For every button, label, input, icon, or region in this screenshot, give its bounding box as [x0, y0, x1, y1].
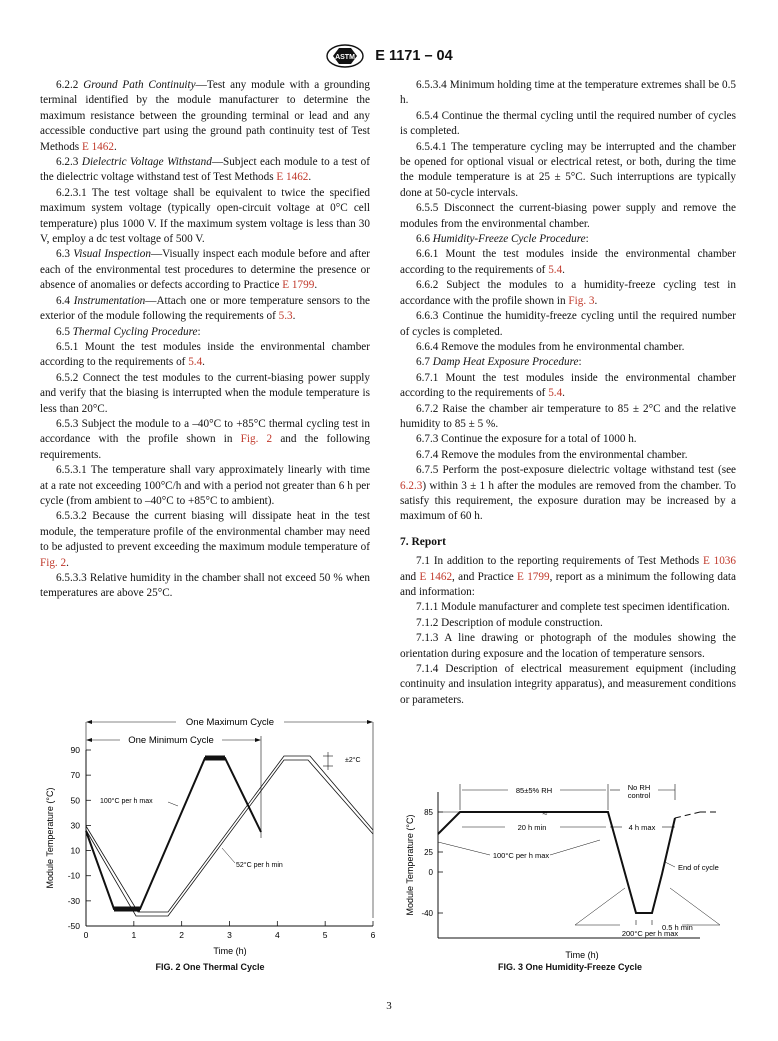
paragraph-text: Minimum holding time at the temperature extremes shall be 0.5 h.: [400, 79, 736, 107]
fig2-y-axis-label: Module Temperature (°C): [45, 787, 55, 889]
fig2-rate-max-label: 100°C per h max: [100, 798, 153, 805]
paragraph-text: :: [585, 233, 589, 246]
paragraph-tail: .: [202, 356, 205, 369]
paragraph-text: Module manufacturer and complete test specimen identification.: [441, 601, 730, 614]
paragraph-text: Mount the test modules inside the environmental chamber according to the requirements of: [400, 371, 737, 400]
paragraph: [400, 309, 736, 340]
fig2-min-cycle-curve: [86, 758, 261, 909]
paragraph-text: :: [197, 325, 201, 338]
paragraph-text: Connect the test modules to the current-biasing power supply and verify that the biasing is interrupted when the module temperature is less than 20°C.: [40, 371, 370, 415]
fig2-x-tick-label: 2: [179, 930, 185, 940]
paragraph-number: 6.2.3: [56, 156, 82, 169]
paragraph-number: 6.5.5: [416, 202, 444, 215]
paragraph-number: 6.6.4: [416, 340, 442, 353]
paragraph: [400, 278, 736, 309]
fig3-y-tick-label: -40: [421, 909, 433, 918]
paragraph-number: 6.2.2: [56, 79, 84, 91]
fig2-y-tick-label: 30: [70, 820, 80, 831]
fig3-no-rh-label: No RH: [627, 783, 651, 792]
fig2-x-axis-label: Time (h): [213, 946, 247, 956]
cross-reference-link[interactable]: E 1462: [81, 140, 114, 153]
paragraph-number: 6.5.4: [416, 109, 442, 122]
paragraph-text: Because the current biasing will dissipate heat in the test module, the temperature profile of the environmental chamber may need to be adjusted to prevent exceeding the maximum module temperature of: [40, 510, 371, 554]
paragraph-title: Damp Heat Exposure Procedure: [432, 356, 579, 369]
paragraph-text: Disconnect the current-biasing power supply and remove the modules from the environmental chamber.: [400, 202, 736, 230]
figure-thermal-cycle: [40, 708, 380, 978]
cross-reference-link[interactable]: Fig. 3: [568, 294, 595, 307]
paragraph-text: , report as a minimum the following data and information:: [400, 570, 737, 598]
paragraph: [40, 509, 370, 571]
fig2-y-tick-label: -10: [67, 870, 80, 881]
paragraph-number: 6.5.1: [56, 340, 85, 353]
paragraph-tail: .: [562, 263, 565, 276]
paragraph: [40, 155, 370, 186]
paragraph-title: Ground Path Continuity: [83, 79, 196, 91]
fig3-y-tick-label: 25: [424, 848, 433, 857]
fig2-y-tick-label: 10: [70, 845, 80, 856]
paragraph-text: A line drawing or photograph of the modules showing the orientation during exposure and the location of temperature sensors.: [400, 632, 736, 660]
paragraph-number: 6.5.3.4: [416, 79, 450, 91]
fig2-min-cycle-label: One Minimum Cycle: [128, 735, 214, 746]
report-paragraph: [400, 616, 736, 631]
paragraph: [400, 371, 736, 402]
paragraph-tail: .: [113, 140, 117, 153]
cross-reference-link[interactable]: 5.3: [278, 310, 293, 323]
paragraph: [400, 201, 736, 232]
paragraph-tail: .: [314, 279, 318, 292]
cross-reference-link[interactable]: 5.4: [188, 356, 203, 369]
left-text-column: [40, 78, 370, 602]
report-paragraph: [400, 600, 736, 615]
astm-logo-icon: [325, 44, 365, 68]
paragraph: [400, 78, 736, 109]
paragraph-number: 7.1.1: [416, 601, 442, 614]
paragraph-number: 6.7.5: [416, 464, 443, 477]
fig2-max-cycle-curve-outer: [86, 756, 373, 912]
paragraph: [40, 247, 370, 293]
paragraph-number: 6.7.4: [416, 448, 442, 461]
paragraph-text: Description of electrical measurement equipment (including continuity and insulation integrity apparatus), and measurement conditions or parameters.: [400, 663, 736, 706]
paragraph-number: 6.6: [416, 233, 433, 246]
paragraph-number: 6.5: [56, 325, 73, 338]
paragraph-text: Continue the humidity-freeze cycling until the required number of cycles is completed.: [400, 310, 737, 338]
fig3-hold-label: 20 h min: [517, 823, 547, 832]
fig3-no-rh-control-label: control: [627, 791, 651, 800]
paragraph-tail: .: [308, 171, 312, 184]
paragraph-text: Remove the modules from the environmental chamber.: [441, 448, 688, 461]
paragraph-title: Dielectric Voltage Withstand: [81, 156, 212, 169]
paragraph-number: 6.3: [56, 248, 74, 261]
paragraph-text: , and Practice: [452, 570, 518, 583]
paragraph: [400, 432, 736, 447]
fig2-x-tick-label: 3: [227, 930, 232, 940]
section-heading-report: 7. Report: [400, 535, 446, 548]
paragraph-text: —Attach one or more temperature sensors to the exterior of the module following the requirements of: [40, 294, 370, 323]
paragraph-tail: .: [562, 387, 565, 400]
paragraph-title: Visual Inspection: [73, 248, 151, 261]
paragraph-number: 6.5.3.1: [56, 464, 91, 477]
paragraph: [400, 340, 736, 355]
paragraph: [40, 463, 370, 509]
paragraph-number: 7.1.2: [416, 616, 442, 629]
fig2-x-tick-label: 1: [131, 930, 137, 940]
page-number: 3: [386, 1000, 392, 1012]
paragraph-number: 6.6.1: [416, 248, 446, 261]
fig2-y-tick-label: 90: [70, 745, 80, 755]
paragraph: [40, 417, 370, 463]
cross-reference-link[interactable]: Fig. 2: [40, 556, 67, 569]
paragraph-tail: .: [292, 310, 296, 323]
paragraph: [400, 247, 736, 278]
fig3-caption: FIG. 3 One Humidity-Freeze Cycle: [497, 962, 643, 972]
fig3-y-tick-label: 85: [424, 808, 433, 817]
report-paragraph: [400, 554, 736, 600]
cross-reference-link[interactable]: Fig. 2: [240, 433, 273, 446]
paragraph: [400, 355, 736, 370]
cross-reference-link[interactable]: 5.4: [548, 387, 563, 400]
document-designation: E 1171 – 04: [375, 48, 453, 64]
paragraph-number: 6.5.3.3: [56, 572, 90, 584]
paragraph-tail: and the following requirements.: [40, 433, 370, 461]
svg-text:≈: ≈: [542, 808, 548, 818]
paragraph: [40, 186, 370, 248]
paragraph-number: 7.1.3: [416, 632, 445, 645]
paragraph-text: Raise the chamber air temperature to 85 ± 2°C and the relative humidity to 85 ± 5 %.: [400, 402, 736, 430]
paragraph: [400, 232, 736, 247]
paragraph-text: In addition to the reporting requirements of Test Methods: [433, 555, 703, 568]
cross-reference-link[interactable]: 5.4: [548, 263, 563, 276]
paragraph-text: Relative humidity in the chamber shall not exceed 50 % when temperatures are above 25°C.: [40, 572, 370, 600]
paragraph-text: Continue the exposure for a total of 1000 h.: [441, 433, 637, 446]
paragraph-tail: .: [66, 556, 69, 569]
cross-reference-link[interactable]: 6.2.3: [400, 479, 423, 492]
paragraph-number: 6.5.4.1: [416, 140, 451, 153]
fig2-caption: FIG. 2 One Thermal Cycle: [155, 962, 265, 972]
paragraph-text: —Test any module with a grounding terminal identified by the module manufacturer to determine the maximum resistance between the grounding terminal or lead and any accessible conductive part using the ground path continuity test of Test Methods: [40, 79, 370, 153]
cross-reference-link[interactable]: E 1462: [419, 570, 453, 583]
page-header: [0, 44, 778, 68]
paragraph-number: 6.7.3: [416, 433, 442, 446]
paragraph-number: 6.7.2: [416, 402, 443, 415]
paragraph-text: Mount the test modules inside the environmental chamber according to the requirements of: [400, 248, 737, 276]
paragraph-text: Subject the modules to a humidity-freeze cycling test in accordance with the profile shown in: [400, 279, 737, 307]
paragraph: [40, 325, 370, 340]
paragraph-number: 6.6.3: [416, 310, 443, 323]
svg-text:ASTM: ASTM: [335, 54, 356, 61]
paragraph-number: 6.5.3.2: [56, 510, 93, 523]
paragraph-text: and: [400, 570, 420, 583]
right-text-column: [400, 78, 736, 708]
fig3-rate-label: 100°C per h max: [492, 851, 550, 860]
paragraph-tail: .: [594, 294, 598, 307]
cross-reference-link[interactable]: E 1036: [702, 555, 736, 568]
paragraph-number: 6.7: [416, 356, 433, 369]
paragraph: [400, 448, 736, 463]
fig2-y-tick-label: -50: [67, 921, 80, 931]
fig2-x-tick-label: 5: [322, 930, 328, 940]
paragraph: [400, 463, 736, 525]
fig2-x-tick-label: 0: [83, 930, 89, 940]
paragraph-text: The test voltage shall be equivalent to twice the specified maximum system voltage (typically open-circuit voltage at 0°C cell temperature) plus 1000 V. If the maximum system voltage is less than 30 V, employ a dc test voltage of 500 V.: [40, 186, 370, 246]
fig3-y-tick-label: 0: [428, 868, 433, 877]
paragraph-text: Continue the thermal cycling until the required number of cycles is completed.: [400, 109, 736, 138]
fig2-x-tick-label: 6: [370, 930, 376, 940]
paragraph-text: —Visually inspect each module before and after each of the environmental test procedures to determine the presence or absence of anomalies or defects according to Practice: [40, 248, 371, 292]
paragraph-number: 6.4: [56, 294, 74, 307]
fig3-end-of-cycle-label: End of cycle: [678, 863, 719, 872]
fig3-x-axis-label: Time (h): [565, 950, 599, 960]
fig2-y-tick-label: 70: [70, 770, 80, 781]
paragraph: [40, 294, 370, 325]
paragraph: [40, 78, 370, 155]
report-paragraph: [400, 662, 736, 708]
paragraph: [400, 402, 736, 433]
paragraph: [40, 571, 370, 602]
cross-reference-link[interactable]: E 1462: [276, 171, 309, 184]
paragraph-number: 6.7.1: [416, 371, 446, 384]
paragraph-number: 6.5.3: [56, 417, 82, 430]
fig2-y-tick-label: -30: [67, 895, 80, 906]
fig3-cooling-rate-label: 200°C per h max: [621, 929, 679, 938]
paragraph-title: Instrumentation: [73, 294, 146, 307]
cross-reference-link[interactable]: E 1799: [517, 570, 550, 583]
paragraph-text: The temperature shall vary approximately linearly with time at a rate not exceeding 100°C/h and with a period not greater than 6 h per cycle (from ambient to –40°C to +85°C to ambient).: [40, 464, 370, 507]
paragraph: [400, 109, 736, 140]
paragraph-title: Humidity-Freeze Cycle Procedure: [432, 233, 586, 246]
paragraph-number: 7.1: [416, 555, 434, 568]
fig2-max-cycle-label: One Maximum Cycle: [185, 717, 275, 728]
paragraph: [40, 371, 370, 417]
fig2-x-tick-label: 4: [274, 930, 280, 940]
paragraph: [400, 140, 736, 202]
fig2-rate-min-label: 52°C per h min: [236, 862, 283, 869]
paragraph-number: 6.6.2: [416, 279, 447, 292]
paragraph-number: 6.2.3.1: [56, 186, 92, 199]
fig2-max-cycle-curve-inner: [86, 760, 373, 916]
figure-humidity-freeze-cycle: [400, 770, 740, 965]
paragraph-text: Description of module construction.: [441, 616, 603, 629]
paragraph-text: —Subject each module to a test of the dielectric voltage withstand test of Test Methods: [40, 156, 370, 184]
paragraph-text: :: [578, 356, 582, 369]
paragraph-text: Remove the modules from he environmental chamber.: [441, 340, 685, 353]
cross-reference-link[interactable]: E 1799: [282, 279, 315, 292]
paragraph-title: Thermal Cycling Procedure: [72, 325, 198, 338]
paragraph-text: Mount the test modules inside the environmental chamber according to the requirements of: [40, 340, 371, 369]
paragraph-number: 6.5.2: [56, 371, 83, 384]
fig3-rh-label: 85±5% RH: [515, 786, 553, 795]
fig3-4h-max-label: 4 h max: [628, 823, 656, 832]
paragraph: [40, 340, 370, 371]
paragraph-text: Perform the post-exposure dielectric voltage withstand test (see: [442, 464, 737, 477]
paragraph-text: Subject the module to a –40°C to +85°C thermal cycling test in accordance with the profile shown in: [40, 417, 370, 446]
paragraph-number: 7.1.4: [416, 663, 446, 676]
fig2-y-tick-label: 50: [70, 795, 80, 806]
fig3-cold-hold-label: 0.5 h min: [662, 923, 693, 932]
paragraph-tail: ) within 3 ± 1 h after the modules are removed from the chamber. To satisfy this requirement, the exposure duration may be increased by a maximum of 60 h.: [400, 479, 736, 523]
report-paragraph: [400, 631, 736, 662]
fig2-tolerance-label: ±2°C: [345, 757, 361, 764]
paragraph-text: The temperature cycling may be interrupted and the chamber be opened for optional visual or electrical retest, or both, during the time the module temperature is at 25 ± 5°C. Such interruptions are typically done at 50-cycle intervals.: [400, 140, 736, 199]
fig3-y-axis-label: Module Temperature (°C): [405, 814, 415, 916]
